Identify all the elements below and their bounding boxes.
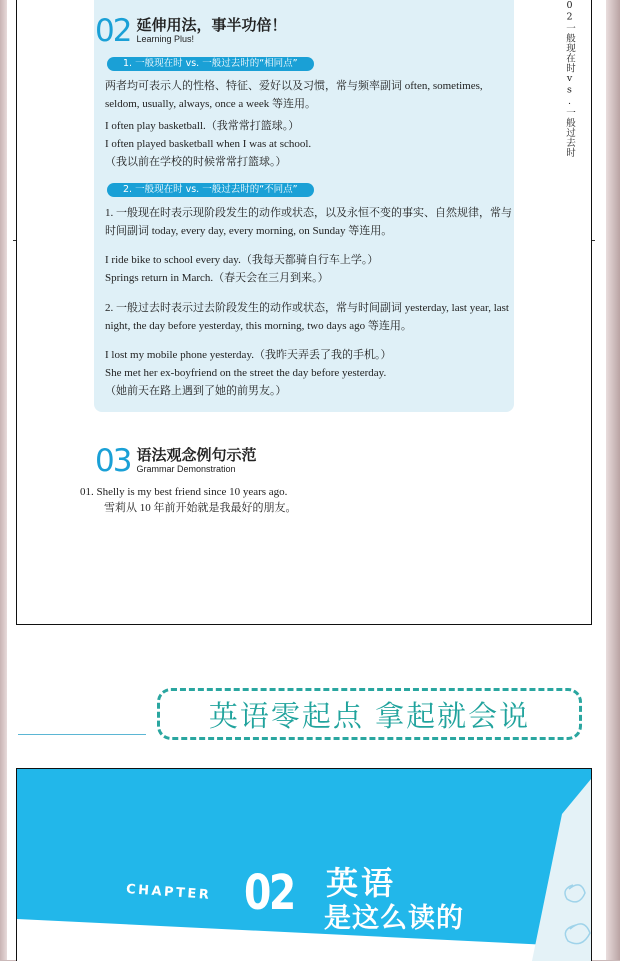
section-02-number: 02 xyxy=(95,13,131,49)
section-03-number: 03 xyxy=(95,443,131,479)
running-header: 02一般现在时vs.一般过去时 xyxy=(564,0,575,158)
point-2-text-2 xyxy=(105,299,515,335)
point-2-examples-1 xyxy=(105,251,378,287)
section-03-subtitle: Grammar Demonstration xyxy=(136,464,236,474)
point-2-paragraph-2: 2. 一般过去时表示过去阶段发生的动作或状态，常与时间副词 yesterday, last year, last night, the day before yesterday, this morning, two days ago 等连用。 xyxy=(105,302,509,332)
example-line: I lost my mobile phone yesterday.（我昨天弄丢了我的手机。） xyxy=(105,349,392,361)
left-frame xyxy=(0,0,7,960)
section-02-heading xyxy=(95,13,287,49)
point-2-pill: 2. 一般现在时 vs. 一般过去时的“不同点” xyxy=(107,183,314,197)
chapter-title-line-2: 是这么读的 xyxy=(324,903,464,934)
point-1-paragraph: 两者均可表示人的性格、特征、爱好以及习惯，常与频率副词 often, sometimes, seldom, usually, always, once a week 等连用。 xyxy=(105,80,483,110)
chapter-number: 02 xyxy=(244,865,294,921)
point-1-text xyxy=(105,77,515,113)
demo-chinese: 雪莉从 10 年前开始就是我最好的朋友。 xyxy=(104,502,297,514)
section-02-subtitle: Learning Plus! xyxy=(136,34,194,44)
crop-mark-right xyxy=(592,240,595,241)
point-2-examples-2 xyxy=(105,346,391,400)
book-page-chapter xyxy=(16,768,592,961)
right-frame xyxy=(606,0,620,960)
example-line: Springs return in March.（春天会在三月到来。） xyxy=(105,272,329,284)
chapter-cover-graphic xyxy=(17,769,591,961)
point-2-text-1 xyxy=(105,204,515,240)
section-03-title: 语法观念例句示范 xyxy=(136,446,257,464)
example-line: I often played basketball when I was at school. xyxy=(105,138,312,150)
example-line: She met her ex-boyfriend on the street the day before yesterday. xyxy=(105,367,387,379)
demo-english: 01. Shelly is my best friend since 10 years ago. xyxy=(80,486,288,498)
grammar-demo xyxy=(80,484,297,516)
point-1-examples xyxy=(105,117,311,171)
banner-rule xyxy=(18,734,146,735)
promo-banner xyxy=(157,688,582,740)
example-line: I ride bike to school every day.（我每天都骑自行车上学。） xyxy=(105,254,379,266)
section-02-title: 延伸用法，事半功倍！ xyxy=(136,16,287,34)
crop-mark-left xyxy=(13,240,16,241)
example-line: （我以前在学校的时候常常打篮球。） xyxy=(105,156,287,168)
point-1-pill: 1. 一般现在时 vs. 一般过去时的“相同点” xyxy=(107,57,314,71)
section-03-heading xyxy=(95,443,257,479)
chapter-title-line-1: 英语 xyxy=(326,864,397,902)
chapter-label: CHAPTER xyxy=(125,882,212,903)
banner-text: 英语零起点 拿起就会说 xyxy=(208,698,531,733)
example-line: （她前天在路上遇到了她的前男友。） xyxy=(105,385,287,397)
book-page-top xyxy=(16,0,592,625)
point-2-paragraph-1: 1. 一般现在时表示现阶段发生的动作或状态，以及永恒不变的事实、自然规律，常与时间副词 today, every day, every morning, on Sunday 等连用。 xyxy=(105,207,512,237)
example-line: I often play basketball.（我常常打篮球。） xyxy=(105,120,300,132)
